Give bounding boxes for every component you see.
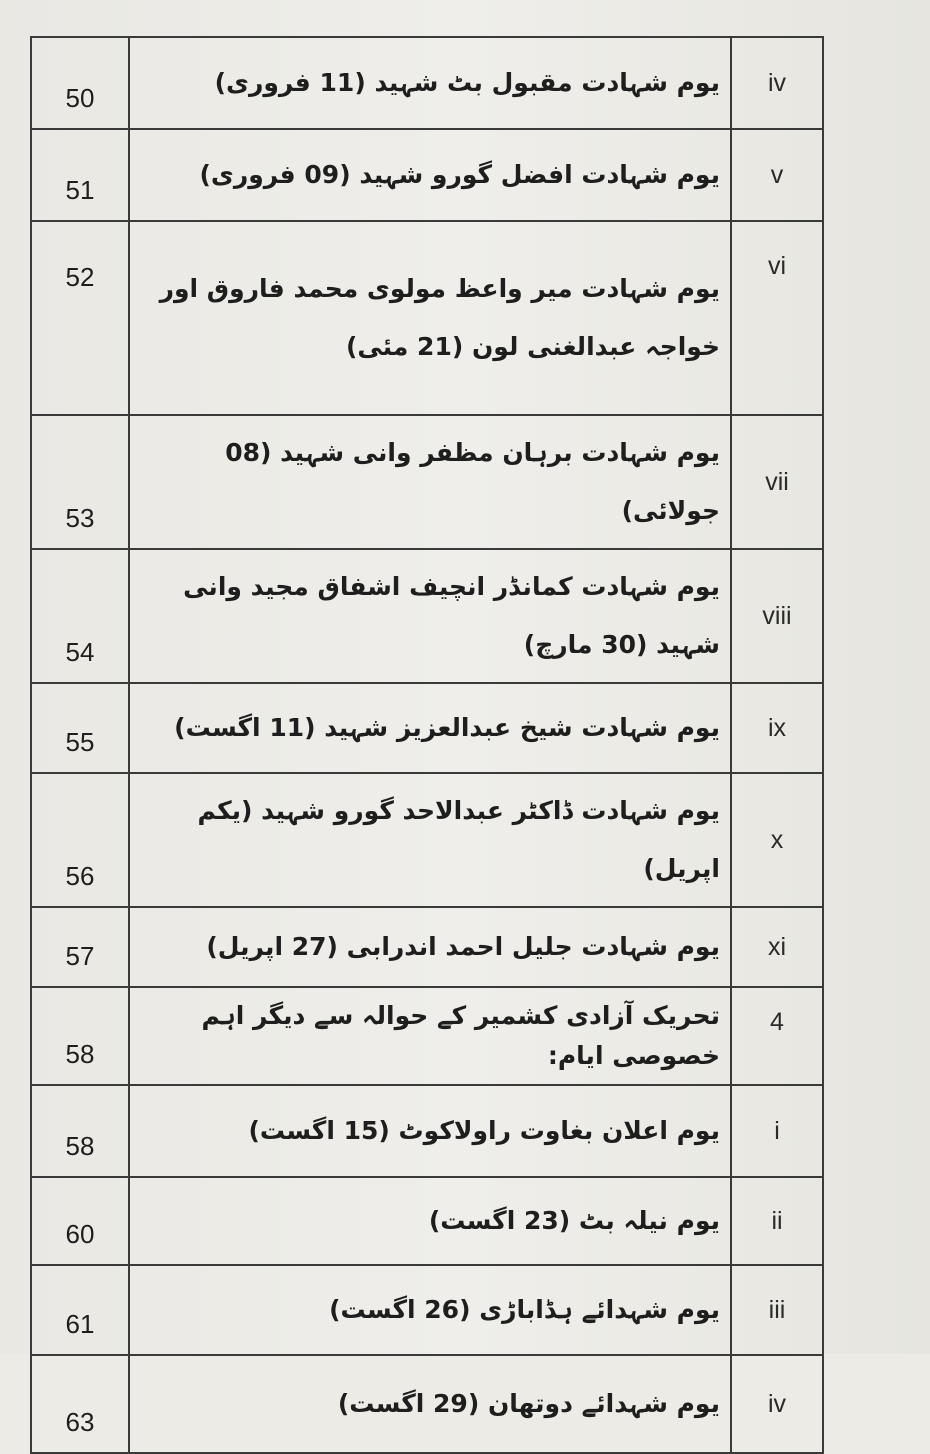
page-number: 53: [31, 415, 129, 549]
table-row: [31, 37, 823, 129]
page-number: 60: [31, 1177, 129, 1265]
entry-title: یوم شہدائے ہڈاباڑی (26 اگست): [129, 1265, 731, 1355]
table-row: [31, 1085, 823, 1177]
entry-number: vii: [731, 415, 823, 549]
entry-title: یوم شہادت جلیل احمد اندرابی (27 اپریل): [129, 907, 731, 987]
entry-title: یوم شہادت افضل گورو شہید (09 فروری): [129, 129, 731, 221]
page-number: 63: [31, 1355, 129, 1453]
page-number: 50: [31, 37, 129, 129]
page-number: 54: [31, 549, 129, 683]
entry-number: i: [731, 1085, 823, 1177]
table-row: [31, 549, 823, 683]
entry-number: xi: [731, 907, 823, 987]
entry-number: iii: [731, 1265, 823, 1355]
table-row: [31, 773, 823, 907]
table-row: [31, 1177, 823, 1265]
table-row: [31, 221, 823, 415]
page-number: 58: [31, 987, 129, 1085]
table-row: [31, 987, 823, 1085]
entry-title: یوم نیلہ بٹ (23 اگست): [129, 1177, 731, 1265]
table-row: [31, 415, 823, 549]
page-number: 55: [31, 683, 129, 773]
entry-number: x: [731, 773, 823, 907]
entry-number: iv: [731, 37, 823, 129]
entry-number: ii: [731, 1177, 823, 1265]
entry-title: یوم شہادت مقبول بٹ شہید (11 فروری): [129, 37, 731, 129]
page-number: 56: [31, 773, 129, 907]
page-number: 52: [31, 221, 129, 415]
entry-number: 4: [731, 987, 823, 1085]
table-row: [31, 1355, 823, 1453]
entry-number: ix: [731, 683, 823, 773]
table-row: [31, 1265, 823, 1355]
entry-title: یوم شہادت برہان مظفر وانی شہید (08 جولائی): [129, 415, 731, 549]
table-of-contents: [30, 36, 824, 1454]
entry-title: یوم شہادت شیخ عبدالعزیز شہید (11 اگست): [129, 683, 731, 773]
entry-number: viii: [731, 549, 823, 683]
page-number: 51: [31, 129, 129, 221]
entry-number: v: [731, 129, 823, 221]
table-row: [31, 129, 823, 221]
page-number: 58: [31, 1085, 129, 1177]
entry-title: یوم شہادت کمانڈر انچیف اشفاق مجید وانی شہید (30 مارچ): [129, 549, 731, 683]
table-row: [31, 907, 823, 987]
entry-title: یوم شہادت میر واعظ مولوی محمد فاروق اور خواجہ عبدالغنی لون (21 مئی): [129, 221, 731, 415]
page-number: 61: [31, 1265, 129, 1355]
page-number: 57: [31, 907, 129, 987]
table-row: [31, 683, 823, 773]
entry-title: یوم شہادت ڈاکٹر عبدالاحد گورو شہید (یکم اپریل): [129, 773, 731, 907]
entry-title: تحریک آزادی کشمیر کے حوالہ سے دیگر اہم خصوصی ایام:: [129, 987, 731, 1085]
entry-number: vi: [731, 221, 823, 415]
entry-title: یوم شہدائے دوتھان (29 اگست): [129, 1355, 731, 1453]
entry-number: iv: [731, 1355, 823, 1453]
entry-title: یوم اعلان بغاوت راولاکوٹ (15 اگست): [129, 1085, 731, 1177]
